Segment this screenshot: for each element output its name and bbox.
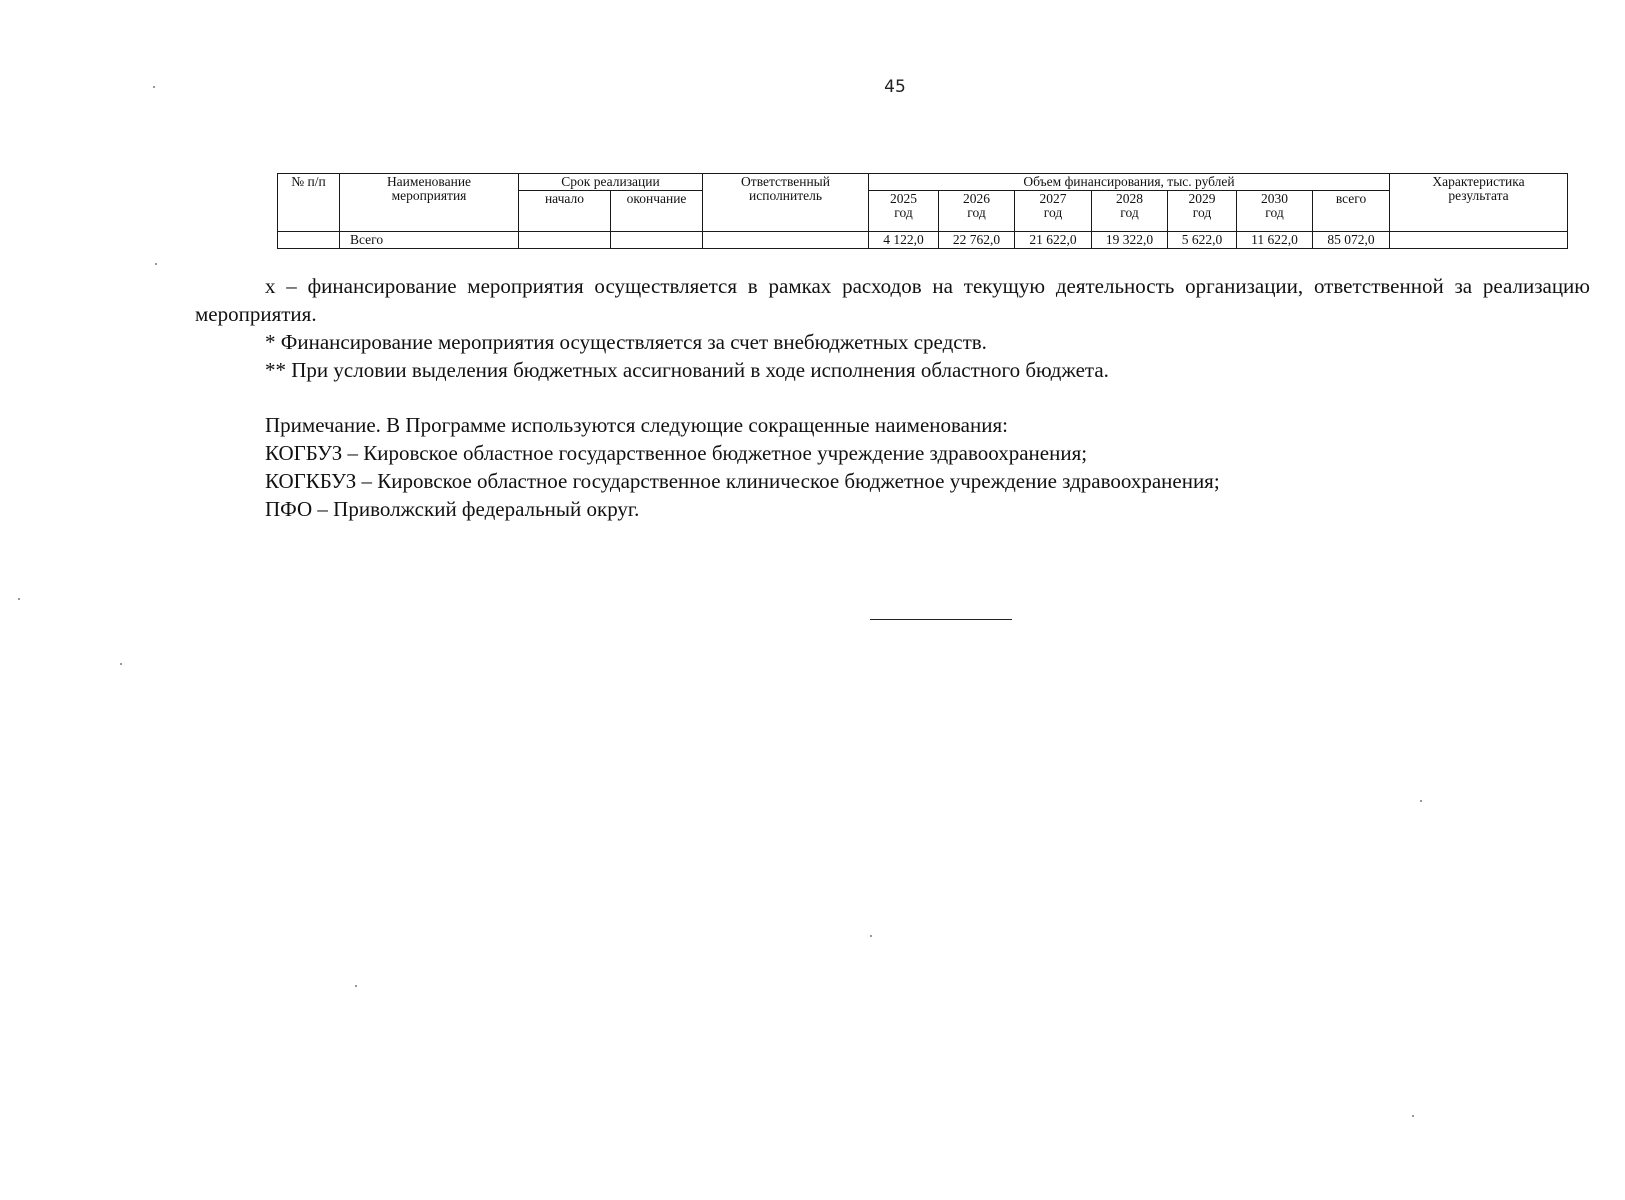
header-year-2029: 2029 год [1168, 191, 1237, 232]
header-term-start: начало [519, 191, 611, 232]
total-2029: 5 622,0 [1168, 232, 1237, 249]
header-term: Срок реализации [519, 174, 703, 191]
total-2025: 4 122,0 [869, 232, 939, 249]
total-2030: 11 622,0 [1237, 232, 1313, 249]
total-label: Всего [340, 232, 519, 249]
scan-speck [155, 263, 157, 265]
total-result-cell [1390, 232, 1568, 249]
remark-intro: Примечание. В Программе используются следующие сокращенные наименования: [265, 413, 1008, 437]
end-divider-line [870, 619, 1012, 620]
header-name: Наименование мероприятия [340, 174, 519, 232]
total-2027: 21 622,0 [1015, 232, 1092, 249]
note-x: х – финансирование мероприятия осуществляется в рамках расходов на текущую деятельность организации, ответственной за реализацию мероприятия. [195, 274, 1590, 326]
scan-speck [870, 935, 872, 937]
total-num-cell [278, 232, 340, 249]
page-number: 45 [884, 77, 906, 97]
scan-speck [1412, 1115, 1414, 1117]
scan-speck [153, 86, 155, 88]
total-2028: 19 322,0 [1092, 232, 1168, 249]
notes-section [195, 272, 1590, 523]
financing-table [277, 173, 1568, 249]
scan-speck [120, 663, 122, 665]
notes-gap [195, 384, 1590, 411]
header-year-2025: 2025 год [869, 191, 939, 232]
table-header-row-1 [278, 174, 1568, 191]
abbr-kogkbuz: КОГКБУЗ – Кировское областное государственное клиническое бюджетное учреждение здравоохранения; [265, 469, 1220, 493]
header-year-2028: 2028 год [1092, 191, 1168, 232]
total-2026: 22 762,0 [939, 232, 1015, 249]
total-term-end-cell [611, 232, 703, 249]
header-result: Характеристика результата [1390, 174, 1568, 232]
total-sum: 85 072,0 [1313, 232, 1390, 249]
scan-speck [1420, 800, 1422, 802]
header-responsible: Ответственный исполнитель [703, 174, 869, 232]
table-row-total [278, 232, 1568, 249]
header-term-end: окончание [611, 191, 703, 232]
note-double-star: ** При условии выделения бюджетных ассигнований в ходе исполнения областного бюджета. [265, 358, 1109, 382]
scan-speck [18, 598, 20, 600]
abbr-kogbuz: КОГБУЗ – Кировское областное государственное бюджетное учреждение здравоохранения; [265, 441, 1088, 465]
header-total: всего [1313, 191, 1390, 232]
note-star: * Финансирование мероприятия осуществляется за счет внебюджетных средств. [265, 330, 987, 354]
header-funding: Объем финансирования, тыс. рублей [869, 174, 1390, 191]
scan-speck [355, 985, 357, 987]
abbr-pfo: ПФО – Приволжский федеральный округ. [265, 497, 640, 521]
total-responsible-cell [703, 232, 869, 249]
total-term-start-cell [519, 232, 611, 249]
header-num: № п/п [278, 174, 340, 232]
header-year-2027: 2027 год [1015, 191, 1092, 232]
header-year-2030: 2030 год [1237, 191, 1313, 232]
header-year-2026: 2026 год [939, 191, 1015, 232]
